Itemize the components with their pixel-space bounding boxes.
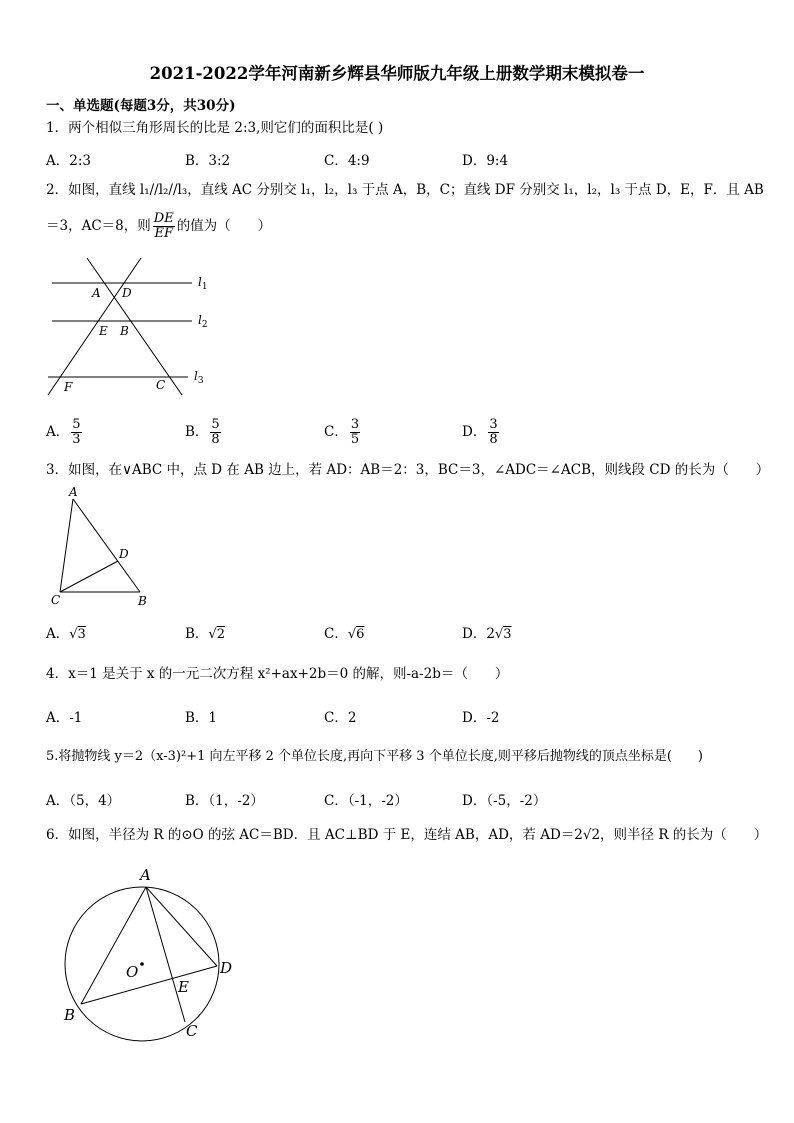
label-l3: $l_3$ <box>194 369 204 386</box>
label-a: A <box>69 485 78 499</box>
label-e: E <box>178 978 189 996</box>
q2-ratio-denominator: EF <box>154 226 173 241</box>
label-d: D <box>122 286 132 300</box>
q1-option-a: A．2:3 <box>46 153 91 169</box>
chord-bd <box>81 966 217 1004</box>
label-e: E <box>99 324 108 338</box>
q5-option-c: C．（-1，-2） <box>324 793 408 809</box>
q2-option-a: A． $\frac{5}{3}$ <box>46 417 81 447</box>
label-b: B <box>64 1006 76 1024</box>
q2-ratio-fraction <box>153 212 175 241</box>
page-title: 2021-2022学年河南新乡辉县华师版九年级上册数学期末模拟卷一 <box>149 64 645 83</box>
label-o: O <box>126 963 139 981</box>
label-c: C <box>51 593 61 607</box>
q2-option-b: B． $\frac{5}{8}$ <box>185 417 220 447</box>
q2-line2-suffix: 的值为（ ） <box>176 218 272 234</box>
segment-cd <box>60 561 118 592</box>
question-4-stem: 4．x＝1 是关于 x 的一元二次方程 x²+ax+2b＝0 的解，则-a-2b＝（ ） <box>46 666 509 682</box>
question-5-stem: 5.将抛物线 y＝2（x-3)²+1 向左平移 2 个单位长度,再向下平移 3 个单位长度,则平移后抛物线的顶点坐标是( ) <box>46 749 703 764</box>
question-3-stem: 3．如图，在∨ABC 中，点 D 在 AB 边上，若 AD：AB＝2：3，BC＝3，∠ADC＝∠ACB，则线段 CD 的长为（ ） <box>46 462 770 478</box>
q4-option-b: B．1 <box>185 710 218 726</box>
label-a: A <box>92 286 101 300</box>
question-1-stem: 1．两个相似三角形周长的比是 2:3,则它们的面积比是( ) <box>46 120 384 136</box>
center-point <box>140 962 144 966</box>
label-l1: $l_1$ <box>198 275 208 292</box>
q2-ratio-numerator: DE <box>153 211 174 226</box>
q3-option-d: D．2√3 <box>462 626 512 642</box>
q3-option-a: A．√3 <box>46 626 86 642</box>
q2-line2-prefix: ＝3，AC＝8，则 <box>46 218 151 234</box>
question-2-line2 <box>46 212 271 241</box>
label-f: F <box>64 380 73 394</box>
label-b: B <box>138 594 147 608</box>
q1-option-d: D．9:4 <box>462 153 509 169</box>
q1-option-c: C．4:9 <box>324 153 370 169</box>
q5-option-b: B．（1，-2） <box>185 793 264 809</box>
q3-option-b: B．√2 <box>185 626 225 642</box>
q4-option-d: D．-2 <box>462 710 500 726</box>
label-b: B <box>120 324 129 338</box>
side-ab <box>73 499 140 592</box>
section-heading: 一、单选题(每题3分，共30分) <box>46 98 236 114</box>
chord-ac <box>146 887 185 1022</box>
chord-ab <box>81 887 146 1004</box>
q5-option-a: A．（5，4） <box>46 793 121 809</box>
chord-ad <box>146 887 217 966</box>
label-d: D <box>220 959 233 977</box>
label-c: C <box>156 378 166 392</box>
q2-option-c: C． $\frac{3}{5}$ <box>324 417 360 447</box>
label-d: D <box>119 547 129 561</box>
q3-option-c: C．√6 <box>324 626 365 642</box>
question-2-line1: 2．如图，直线 l₁//l₂//l₃，直线 AC 分别交 l₁，l₂，l₃ 于点 A，B，C；直线 DF 分别交 l₁，l₂，l₃ 于点 D，E，F．且 AB <box>46 182 764 198</box>
q4-option-a: A．-1 <box>46 710 83 726</box>
question-6-stem: 6．如图，半径为 R 的⊙O 的弦 AC＝BD．且 AC⊥BD 于 E，连结 AB，AD，若 AD＝2√2，则半径 R 的长为（ ） <box>46 827 768 843</box>
label-c: C <box>186 1022 198 1040</box>
q5-option-d: D．（-5，-2） <box>462 793 547 809</box>
q2-parallel-lines-figure <box>40 252 220 400</box>
q2-option-d: D． $\frac{3}{8}$ <box>462 417 498 447</box>
label-l2: $l_2$ <box>198 313 208 330</box>
label-a: A <box>140 866 151 884</box>
q6-circle-figure <box>56 862 246 1044</box>
side-ac <box>60 499 73 592</box>
q1-option-b: B．3:2 <box>185 153 231 169</box>
q3-triangle-figure <box>46 482 156 608</box>
q4-option-c: C．2 <box>324 710 357 726</box>
